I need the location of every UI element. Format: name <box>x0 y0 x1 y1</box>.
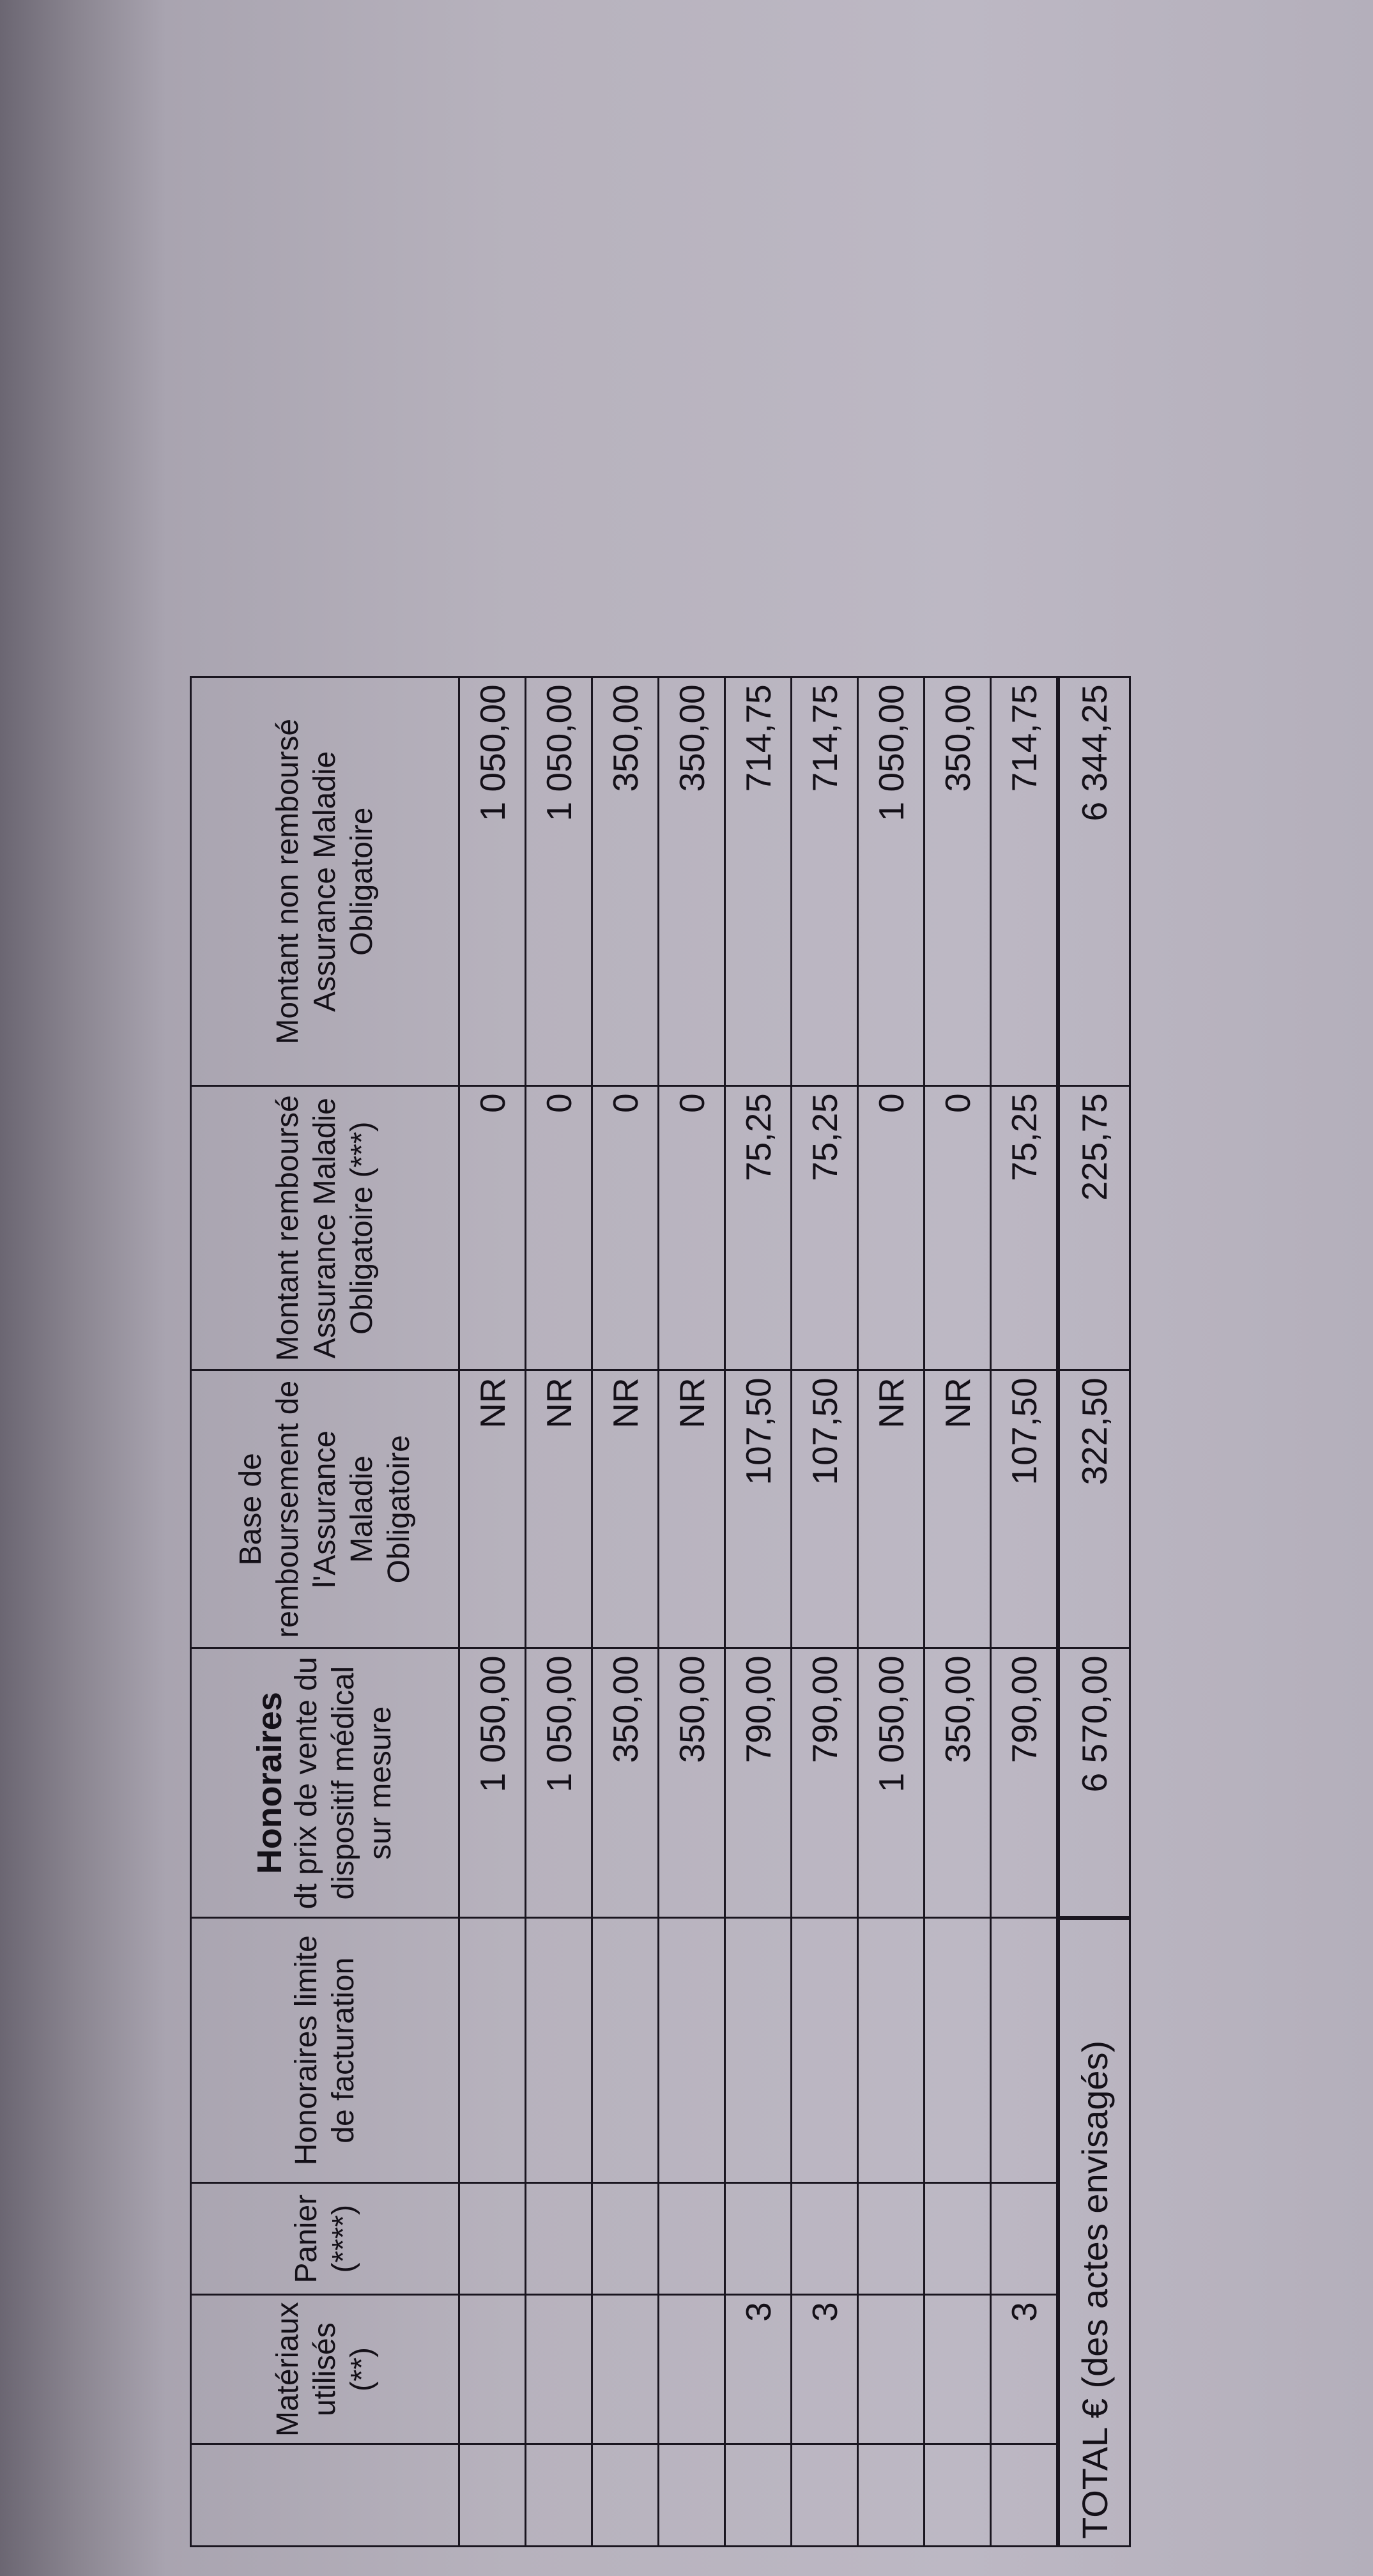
total-base: 322,50 <box>1058 1370 1130 1648</box>
header-panier: Panier (****) <box>191 2183 459 2295</box>
cell-panier <box>792 2183 858 2295</box>
cell-base: NR <box>459 1370 526 1648</box>
table-row <box>792 677 858 2547</box>
table-row <box>659 677 725 2547</box>
cell-panier <box>659 2183 725 2295</box>
cell-base: 107,50 <box>792 1370 858 1648</box>
row-blank <box>792 2444 858 2547</box>
cell-rembourse: 0 <box>459 1086 526 1370</box>
table-top-frame <box>163 677 191 2547</box>
cell-limite <box>459 1918 526 2183</box>
cell-base: 107,50 <box>725 1370 792 1648</box>
cell-panier <box>459 2183 526 2295</box>
cell-panier <box>592 2183 659 2295</box>
table-row <box>459 677 526 2547</box>
cell-limite <box>592 1918 659 2183</box>
cell-base: NR <box>659 1370 725 1648</box>
row-blank <box>459 2444 526 2547</box>
cell-materiaux <box>459 2295 526 2444</box>
cell-panier <box>924 2183 991 2295</box>
cell-base: 107,50 <box>991 1370 1059 1648</box>
header-honoraires-sub: dt prix de vente du dispositif médical sur mesure <box>289 1657 397 1910</box>
cell-materiaux <box>659 2295 725 2444</box>
cell-limite <box>792 1918 858 2183</box>
total-row <box>1058 677 1130 2547</box>
cell-limite <box>858 1918 924 2183</box>
table-row <box>858 677 924 2547</box>
cell-panier <box>991 2183 1059 2295</box>
total-honoraires: 6 570,00 <box>1058 1648 1130 1918</box>
header-row <box>191 677 459 2547</box>
cell-honoraires: 790,00 <box>991 1648 1059 1918</box>
cell-base: NR <box>858 1370 924 1648</box>
cell-base: NR <box>592 1370 659 1648</box>
cell-non-rembourse: 714,75 <box>792 677 858 1086</box>
cell-limite <box>924 1918 991 2183</box>
cell-limite <box>659 1918 725 2183</box>
cell-non-rembourse: 350,00 <box>592 677 659 1086</box>
cell-rembourse: 0 <box>924 1086 991 1370</box>
cell-limite <box>526 1918 592 2183</box>
header-blank <box>191 2444 459 2547</box>
header-honoraires <box>191 1648 459 1918</box>
cell-limite <box>991 1918 1059 2183</box>
table-row <box>592 677 659 2547</box>
row-blank <box>659 2444 725 2547</box>
cell-non-rembourse: 714,75 <box>991 677 1059 1086</box>
cell-materiaux <box>592 2295 659 2444</box>
cell-rembourse: 0 <box>858 1086 924 1370</box>
total-non-rembourse: 6 344,25 <box>1058 677 1130 1086</box>
header-non-rembourse: Montant non remboursé Assurance Maladie Obligatoire <box>191 677 459 1086</box>
cell-non-rembourse: 714,75 <box>725 677 792 1086</box>
table-row <box>526 677 592 2547</box>
cell-panier <box>526 2183 592 2295</box>
cell-materiaux: 3 <box>991 2295 1059 2444</box>
cell-limite <box>725 1918 792 2183</box>
cell-rembourse: 0 <box>659 1086 725 1370</box>
cell-non-rembourse: 350,00 <box>659 677 725 1086</box>
cell-panier <box>725 2183 792 2295</box>
row-blank <box>725 2444 792 2547</box>
cell-honoraires: 1 050,00 <box>858 1648 924 1918</box>
cell-base: NR <box>924 1370 991 1648</box>
cell-base: NR <box>526 1370 592 1648</box>
cell-honoraires: 1 050,00 <box>526 1648 592 1918</box>
row-blank <box>858 2444 924 2547</box>
total-rembourse: 225,75 <box>1058 1086 1130 1370</box>
header-materiaux: Matériaux utilisés (**) <box>191 2295 459 2444</box>
header-base: Base de remboursement de l'Assurance Maladie Obligatoire <box>191 1370 459 1648</box>
row-blank <box>526 2444 592 2547</box>
cell-honoraires: 350,00 <box>659 1648 725 1918</box>
row-blank <box>592 2444 659 2547</box>
row-blank <box>991 2444 1059 2547</box>
cell-non-rembourse: 1 050,00 <box>526 677 592 1086</box>
cell-honoraires: 1 050,00 <box>459 1648 526 1918</box>
cell-honoraires: 790,00 <box>792 1648 858 1918</box>
cell-panier <box>858 2183 924 2295</box>
table-row <box>924 677 991 2547</box>
cell-rembourse: 75,25 <box>792 1086 858 1370</box>
row-blank <box>924 2444 991 2547</box>
cell-materiaux <box>924 2295 991 2444</box>
table-row <box>991 677 1059 2547</box>
cell-rembourse: 75,25 <box>725 1086 792 1370</box>
header-honoraires-title: Honoraires <box>250 1692 289 1874</box>
cell-materiaux <box>526 2295 592 2444</box>
total-label: TOTAL € (des actes envisagés) <box>1058 1918 1130 2547</box>
cell-materiaux <box>858 2295 924 2444</box>
header-limite: Honoraires limite de facturation <box>191 1918 459 2183</box>
table-row <box>725 677 792 2547</box>
cell-honoraires: 790,00 <box>725 1648 792 1918</box>
cell-rembourse: 75,25 <box>991 1086 1059 1370</box>
header-rembourse: Montant remboursé Assurance Maladie Obligatoire (***) <box>191 1086 459 1370</box>
cell-rembourse: 0 <box>526 1086 592 1370</box>
cell-rembourse: 0 <box>592 1086 659 1370</box>
cell-honoraires: 350,00 <box>924 1648 991 1918</box>
cell-materiaux: 3 <box>792 2295 858 2444</box>
cost-table <box>163 676 1131 2547</box>
cell-non-rembourse: 1 050,00 <box>858 677 924 1086</box>
cell-materiaux: 3 <box>725 2295 792 2444</box>
cell-honoraires: 350,00 <box>592 1648 659 1918</box>
cell-non-rembourse: 350,00 <box>924 677 991 1086</box>
cell-non-rembourse: 1 050,00 <box>459 677 526 1086</box>
